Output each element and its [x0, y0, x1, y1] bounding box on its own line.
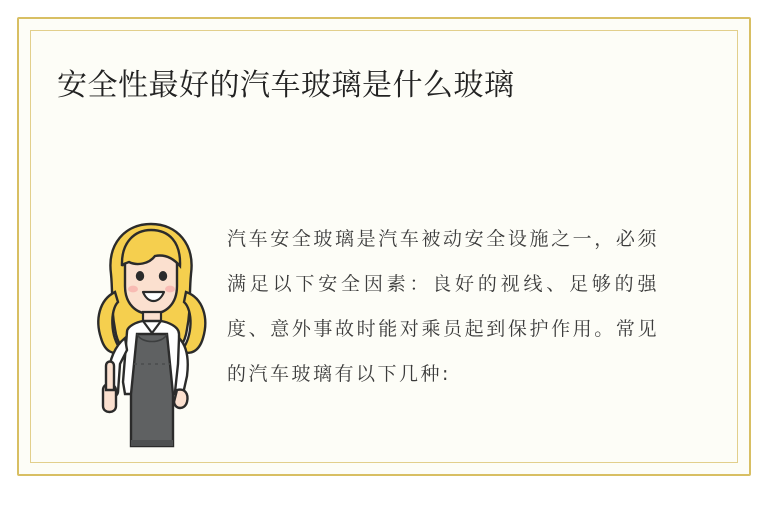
article-body: 汽车安全玻璃是汽车被动安全设施之一，必须满足以下安全因素：良好的视线、足够的强度、意外事故时能对乘员起到保护作用。常见的汽车玻璃有以下几种: — [227, 228, 659, 385]
page-title: 安全性最好的汽车玻璃是什么玻璃 — [57, 68, 515, 103]
content-card — [17, 17, 751, 476]
cartoon-girl-pointing-up-icon — [81, 214, 221, 459]
